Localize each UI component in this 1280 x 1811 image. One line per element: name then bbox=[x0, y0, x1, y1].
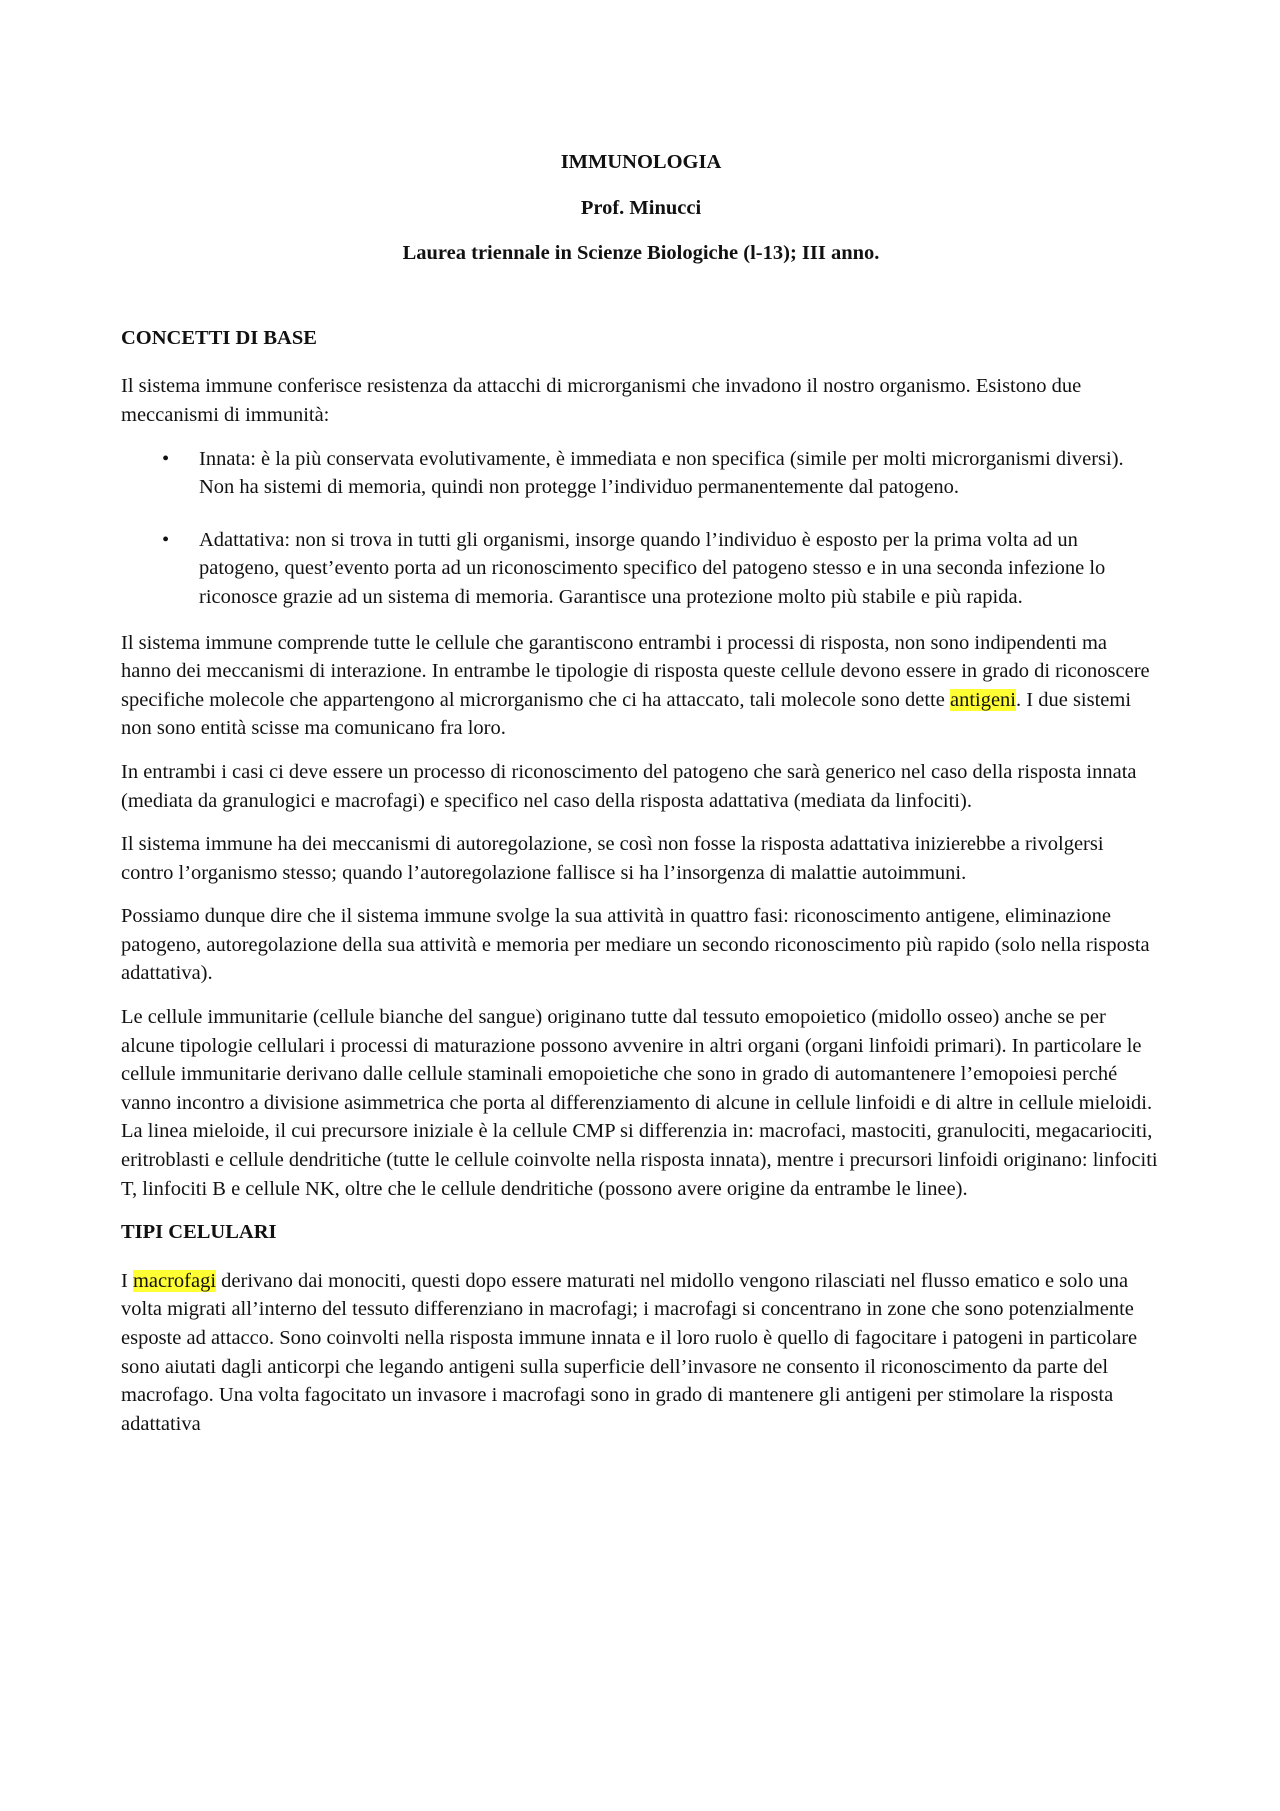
section-heading-tipi-cellulari: TIPI CELULARI bbox=[121, 1221, 277, 1244]
paragraph-text: I bbox=[121, 1269, 133, 1292]
list-item-text: Adattativa: non si trova in tutti gli organismi, insorge quando l’individuo è esposto per la prima volta ad un patogeno, quest’evento porta ad un riconoscimento specifico del patogeno stesso e in una seconda infezione lo riconosce grazie ad un sistema di memoria. Garantisce una protezione molto più stabile e più rapida. bbox=[199, 528, 1106, 608]
immunity-types-list bbox=[121, 445, 1161, 612]
highlighted-term-macrofagi: macrofagi bbox=[132, 1269, 217, 1292]
paragraph-antigeni bbox=[121, 629, 1161, 743]
course-info: Laurea triennale in Scienze Biologiche (l-13); III anno. bbox=[402, 242, 880, 265]
professor-name: Prof. Minucci bbox=[580, 196, 702, 219]
section-heading-concetti: CONCETTI DI BASE bbox=[121, 326, 317, 349]
intro-paragraph: Il sistema immune conferisce resistenza da attacchi di microrganismi che invadono il nostro organismo. Esistono due meccanismi di immunità: bbox=[121, 375, 1082, 426]
paragraph-cellule-immunitarie: Le cellule immunitarie (cellule bianche del sangue) originano tutte dal tessuto emopoietico (midollo osseo) anche se per alcune tipologie cellulari i processi di maturazione possono avvenire in altri organi (organi linfoidi primari). In particolare le cellule immunitarie derivano dalle cellule staminali emopoietiche che sono in grado di automantenere l’emopoiesi perché vanno incontro a divisione asimmetrica che porta al differenziamento di alcune in cellule linfoidi e di altre in cellule mieloidi. La linea mieloide, il cui precursore iniziale è la cellule CMP si differenzia in: macrofaci, mastociti, granulociti, megacariociti, eritroblasti e cellule dendritiche (tutte le cellule coinvolte nella risposta innata), mentre i precursori linfoidi originano: linfociti T, linfociti B e cellule NK, oltre che le cellule dendritiche (possono avere origine da entrambe le linee). bbox=[121, 1006, 1158, 1200]
paragraph-text: . I due sistemi non sono entità scisse ma comunicano fra loro. bbox=[121, 688, 1132, 740]
list-item bbox=[121, 526, 1161, 612]
paragraph-macrofagi bbox=[121, 1267, 1161, 1439]
list-item bbox=[121, 445, 1161, 502]
document-body bbox=[121, 148, 1161, 1453]
bullet-icon: • bbox=[162, 447, 170, 470]
paragraph-text: derivano dai monociti, questi dopo essere maturati nel midollo vengono rilasciati nel flusso ematico e solo una volta migrati all’interno del tessuto differenziano in macrofagi; i macrofagi si concentrano in zone che sono potenzialmente esposte ad attacco. Sono coinvolti nella risposta immune innata e il loro ruolo è quello di fagocitare i patogeni in particolare sono aiutati dagli anticorpi che legando antigeni sulla superficie dell’invasore ne consento il riconoscimento da parte del macrofago. Una volta fagocitato un invasore i macrofagi sono in grado di mantenere gli antigeni per stimolare la risposta adattativa bbox=[121, 1269, 1138, 1435]
document-title: IMMUNOLOGIA bbox=[560, 151, 722, 173]
paragraph-quattro-fasi: Possiamo dunque dire che il sistema immune svolge la sua attività in quattro fasi: riconoscimento antigene, eliminazione patogeno, autoregolazione della sua attività e memoria per mediare un secondo riconoscimento più rapido (solo nella risposta adattativa). bbox=[121, 905, 1150, 985]
paragraph-riconoscimento: In entrambi i casi ci deve essere un processo di riconoscimento del patogeno che sarà generico nel caso della risposta innata (mediata da granulogici e macrofagi) e specifico nel caso della risposta adattativa (mediata da linfociti). bbox=[121, 760, 1137, 812]
paragraph-text: Il sistema immune comprende tutte le cellule che garantiscono entrambi i processi di risposta, non sono indipendenti ma hanno dei meccanismi di interazione. In entrambe le tipologie di risposta queste cellule devono essere in grado di riconoscere specifiche molecole che appartengono al microrganismo che ci ha attaccato, tali molecole sono dette bbox=[121, 631, 1150, 711]
bullet-icon: • bbox=[162, 528, 170, 551]
list-item-text: Innata: è la più conservata evolutivamente, è immediata e non specifica (simile per molti microrganismi diversi). Non ha sistemi di memoria, quindi non protegge l’individuo permanentemente dal patogeno. bbox=[199, 447, 1124, 499]
paragraph-autoregolazione: Il sistema immune ha dei meccanismi di autoregolazione, se così non fosse la risposta adattativa inizierebbe a rivolgersi contro l’organismo stesso; quando l’autoregolazione fallisce si ha l’insorgenza di malattie autoimmuni. bbox=[121, 833, 1104, 884]
highlighted-term-antigeni: antigeni bbox=[949, 688, 1017, 711]
